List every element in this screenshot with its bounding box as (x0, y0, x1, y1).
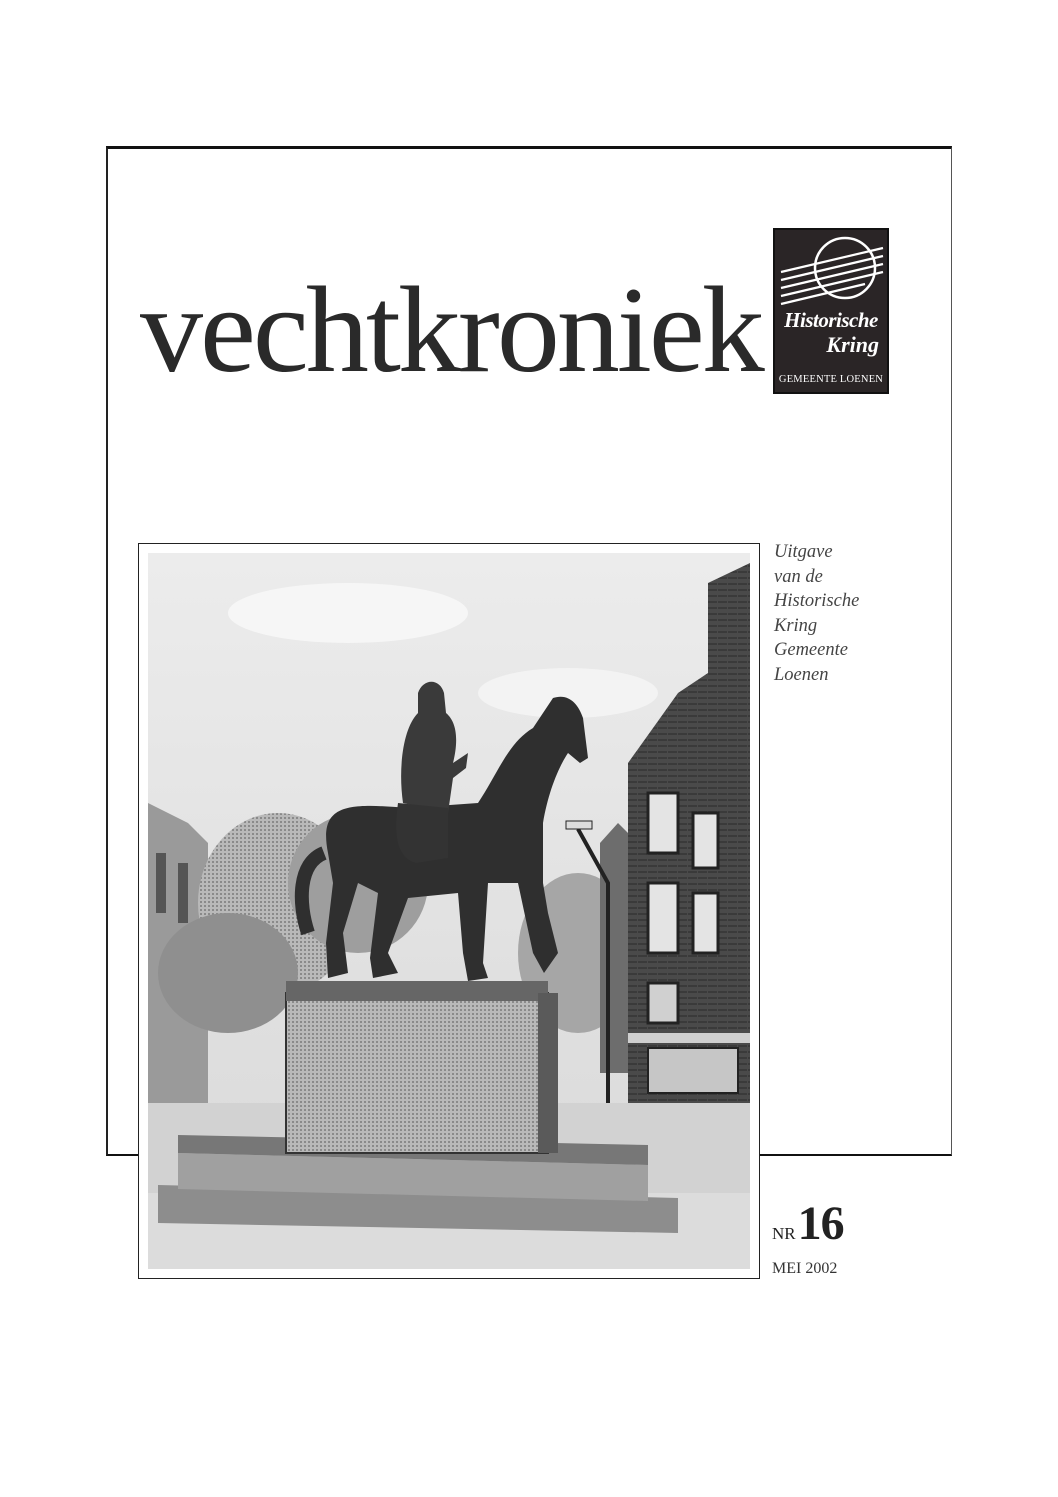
issue-number-label: NR (772, 1224, 796, 1243)
publisher-note-line: Uitgave (774, 542, 833, 562)
publisher-note-line: Gemeente (774, 640, 848, 660)
issue-number-value: 16 (797, 1197, 844, 1250)
issue-number (772, 1196, 844, 1251)
historische-kring-logo (773, 228, 889, 394)
logo-text-gemeente: GEMEENTE LOENEN (778, 374, 884, 385)
logo-text-historische: Historische (784, 308, 878, 332)
statue-illustration (148, 553, 750, 1269)
publisher-note (774, 540, 859, 687)
publisher-note-line: Historische (774, 591, 860, 611)
equestrian-statue-photo (148, 553, 750, 1269)
issue-date: MEI 2002 (772, 1260, 838, 1277)
publisher-note-line: Loenen (774, 664, 829, 685)
publisher-note-line: van de (774, 566, 823, 587)
publisher-note-line: Kring (774, 615, 818, 636)
logo-text-kring: Kring (826, 332, 879, 357)
cover-photo-frame (138, 543, 760, 1279)
magazine-title: vechtkroniek (140, 262, 762, 399)
